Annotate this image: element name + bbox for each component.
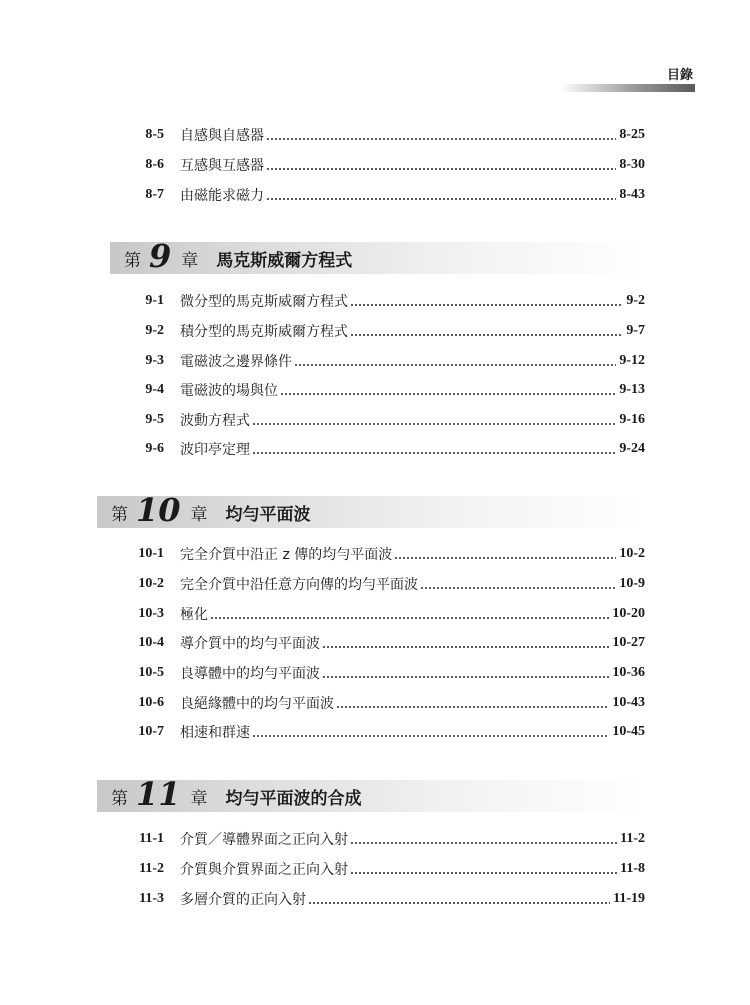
section-number: 9-5 [145,412,164,427]
page-number: 8-30 [619,157,645,172]
section-title: 多層介質的正向入射 [180,889,308,909]
page-number: 8-25 [619,127,645,142]
chapter-prefix: 第 [124,250,141,271]
section-number: 10-5 [138,665,164,680]
page-number: 10-36 [612,665,645,680]
section-title: 導介質中的均勻平面波 [180,633,322,653]
dot-leader [350,872,617,874]
page-number: 11-8 [620,861,645,876]
chapter-suffix: 章 [190,504,208,525]
page-number: 9-7 [626,323,645,338]
section-title: 微分型的馬克斯威爾方程式 [180,291,350,311]
chapter-heading [97,491,645,529]
chapter-prefix: 第 [111,504,128,525]
chapter-suffix: 章 [190,788,208,809]
chapter-title: 均勻平面波的合成 [225,788,362,809]
dot-leader [266,168,616,170]
toc-entry[interactable] [100,320,645,342]
page-number: 10-45 [612,724,645,739]
section-title: 波印亭定理 [180,439,252,459]
page-number: 10-43 [612,695,645,710]
header-gradient-bar [560,84,695,92]
section-number: 9-4 [145,382,164,397]
dot-leader [350,842,617,844]
dot-leader [252,735,609,737]
toc-entry[interactable] [100,858,645,880]
page-number: 10-2 [619,546,645,561]
section-title: 電磁波之邊界條件 [180,351,294,371]
toc-entry[interactable] [100,184,645,206]
toc-entry[interactable] [100,603,645,625]
section-number: 11-3 [139,891,164,906]
page-number: 9-13 [619,382,645,397]
section-title: 互感與互感器 [180,155,266,175]
section-title: 完全介質中沿任意方向傳的均勻平面波 [180,574,420,594]
dot-leader [266,138,616,140]
section-number: 8-5 [145,127,164,142]
dot-leader [308,902,610,904]
dot-leader [252,423,616,425]
chapter-prefix: 第 [111,788,128,809]
page-number: 10-27 [612,635,645,650]
page-number: 8-43 [619,187,645,202]
section-number: 8-7 [145,187,164,202]
page-number: 10-20 [612,606,645,621]
section-title: 極化 [180,604,210,624]
section-title: 介質／導體界面之正向入射 [180,829,350,849]
section-title: 自感與自感器 [180,125,266,145]
chapter-number: 11 [136,775,181,813]
dot-leader [350,304,623,306]
dot-leader [336,706,609,708]
toc-entry[interactable] [100,543,645,565]
dot-leader [280,393,616,395]
section-title: 完全介質中沿正 z 傳的均勻平面波 [180,544,394,564]
dot-leader [252,452,616,454]
section-number: 10-4 [138,635,164,650]
header-title: 目錄 [666,68,693,83]
section-title: 良絕緣體中的均勻平面波 [180,693,336,713]
page-number: 11-19 [613,891,645,906]
dot-leader [294,364,616,366]
toc-entry[interactable] [100,692,645,714]
section-number: 11-2 [139,861,164,876]
section-title: 介質與介質界面之正向入射 [180,859,350,879]
page-header [0,0,750,100]
section-title: 電磁波的場與位 [180,380,280,400]
toc-entry[interactable] [100,290,645,312]
section-title: 積分型的馬克斯威爾方程式 [180,321,350,341]
page-number: 9-24 [619,441,645,456]
toc-entry[interactable] [100,379,645,401]
dot-leader [322,676,609,678]
dot-leader [322,646,609,648]
dot-leader [350,334,623,336]
section-number: 10-6 [138,695,164,710]
toc-entry[interactable] [100,573,645,595]
section-number: 9-1 [145,293,164,308]
toc-entry[interactable] [100,350,645,372]
page-number: 9-2 [626,293,645,308]
dot-leader [394,557,616,559]
toc-entry[interactable] [100,721,645,743]
toc-entry[interactable] [100,409,645,431]
chapter-number: 10 [136,491,181,529]
dot-leader [420,587,616,589]
page-number: 9-12 [619,353,645,368]
section-number: 8-6 [145,157,164,172]
page-number: 10-9 [619,576,645,591]
section-number: 10-3 [138,606,164,621]
section-title: 相速和群速 [180,722,252,742]
chapter-suffix: 章 [181,250,199,271]
toc-entry[interactable] [100,888,645,910]
toc-entry[interactable] [100,662,645,684]
dot-leader [266,198,616,200]
section-title: 良導體中的均勻平面波 [180,663,322,683]
section-number: 9-3 [145,353,164,368]
chapter-number: 9 [149,237,172,275]
page-number: 11-2 [620,831,645,846]
toc-entry[interactable] [100,124,645,146]
toc-entry[interactable] [100,154,645,176]
chapter-title: 均勻平面波 [225,504,311,525]
section-number: 10-1 [138,546,164,561]
page-number: 9-16 [619,412,645,427]
chapter-heading [97,775,645,813]
chapter-title: 馬克斯威爾方程式 [216,250,353,271]
toc-entry[interactable] [100,632,645,654]
section-number: 10-7 [138,724,164,739]
section-number: 9-2 [145,323,164,338]
toc-entry[interactable] [100,438,645,460]
section-number: 10-2 [138,576,164,591]
dot-leader [210,617,609,619]
section-number: 11-1 [139,831,164,846]
chapter-heading [110,237,645,275]
section-title: 波動方程式 [180,410,252,430]
section-title: 由磁能求磁力 [180,185,266,205]
section-number: 9-6 [145,441,164,456]
toc-entry[interactable] [100,828,645,850]
